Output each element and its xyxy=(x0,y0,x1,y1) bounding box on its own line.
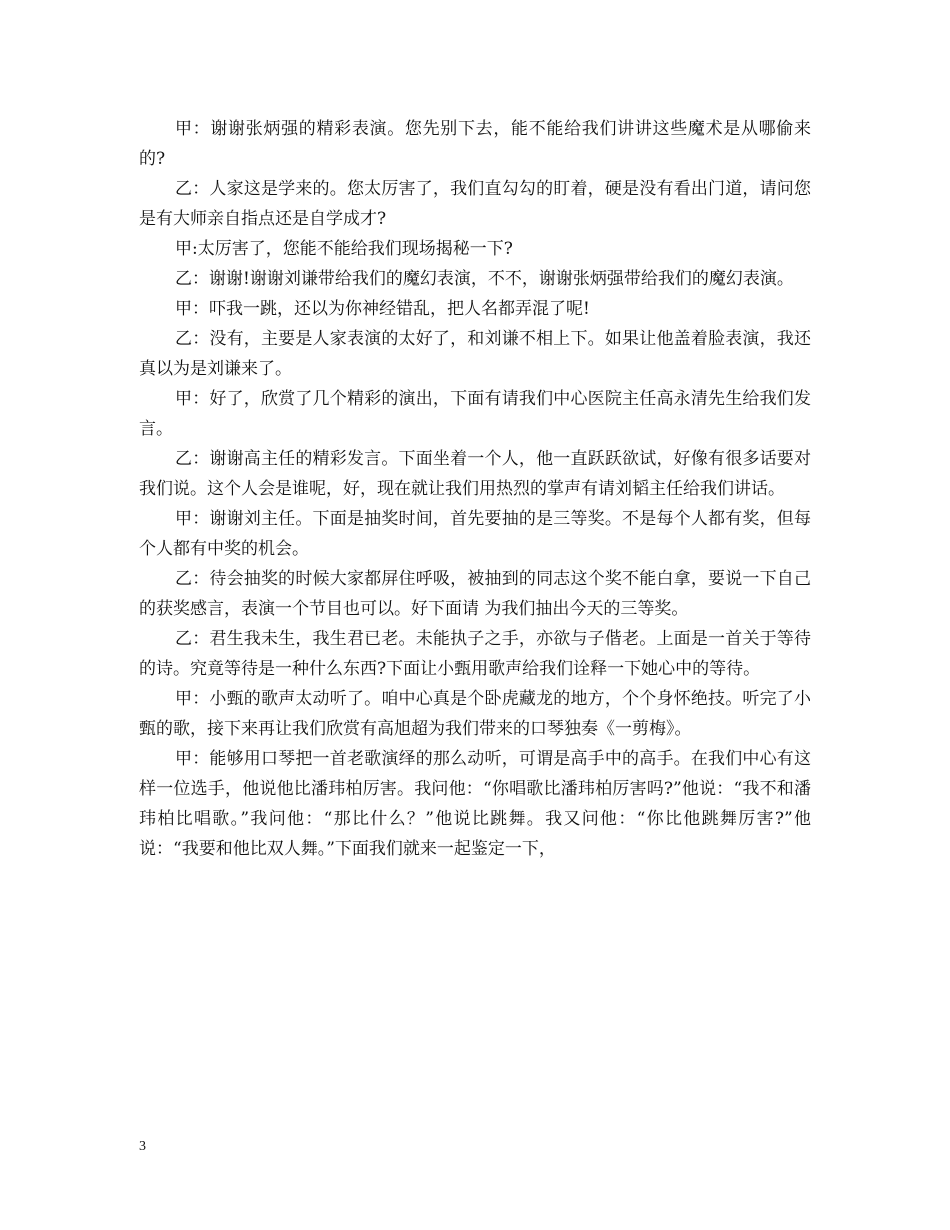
paragraph: 乙：待会抽奖的时候大家都屏住呼吸，被抽到的同志这个奖不能白拿，要说一下自己的获奖感言，表演一个节目也可以。好下面请 为我们抽出今天的三等奖。 xyxy=(139,569,811,619)
paragraph: 甲：好了，欣赏了几个精彩的演出，下面有请我们中心医院主任高永清先生给我们发言。 xyxy=(139,389,811,439)
paragraph: 乙：人家这是学来的。您太厉害了，我们直勾勾的盯着，硬是没有看出门道，请问您是有大师亲自指点还是自学成才? xyxy=(139,179,811,229)
page-number: 3 xyxy=(139,1139,146,1154)
paragraph: 乙：君生我未生，我生君已老。未能执子之手，亦欲与子偕老。上面是一首关于等待的诗。究竟等待是一种什么东西?下面让小甄用歌声给我们诠释一下她心中的等待。 xyxy=(139,629,811,679)
paragraph: 甲：能够用口琴把一首老歌演绎的那么动听，可谓是高手中的高手。在我们中心有这样一位选手，他说他比潘玮柏厉害。我问他：“你唱歌比潘玮柏厉害吗?”他说：“我不和潘玮柏比唱歌。”我问他：“那比什么？”他说比跳舞。我又问他：“你比他跳舞厉害?”他说：“我要和他比双人舞。”下面我们就来一起鉴定一下， xyxy=(139,749,811,859)
paragraph: 甲：小甄的歌声太动听了。咱中心真是个卧虎藏龙的地方，个个身怀绝技。听完了小甄的歌，接下来再让我们欣赏有高旭超为我们带来的口琴独奏《一剪梅》。 xyxy=(139,689,811,739)
page-body xyxy=(139,114,811,864)
paragraph: 甲：吓我一跳，还以为你神经错乱，把人名都弄混了呢! xyxy=(175,299,590,319)
paragraph: 乙：谢谢!谢谢刘谦带给我们的魔幻表演，不不，谢谢张炳强带给我们的魔幻表演。 xyxy=(175,269,794,289)
paragraph: 甲:太厉害了，您能不能给我们现场揭秘一下? xyxy=(175,239,513,259)
paragraph: 乙：没有，主要是人家表演的太好了，和刘谦不相上下。如果让他盖着脸表演，我还真以为是刘谦来了。 xyxy=(139,329,811,379)
paragraph: 甲：谢谢刘主任。下面是抽奖时间，首先要抽的是三等奖。不是每个人都有奖，但每个人都有中奖的机会。 xyxy=(139,509,811,559)
paragraph: 乙：谢谢高主任的精彩发言。下面坐着一个人，他一直跃跃欲试，好像有很多话要对我们说。这个人会是谁呢，好，现在就让我们用热烈的掌声有请刘韬主任给我们讲话。 xyxy=(139,449,811,499)
paragraph: 甲：谢谢张炳强的精彩表演。您先别下去，能不能给我们讲讲这些魔术是从哪偷来的? xyxy=(139,119,811,169)
